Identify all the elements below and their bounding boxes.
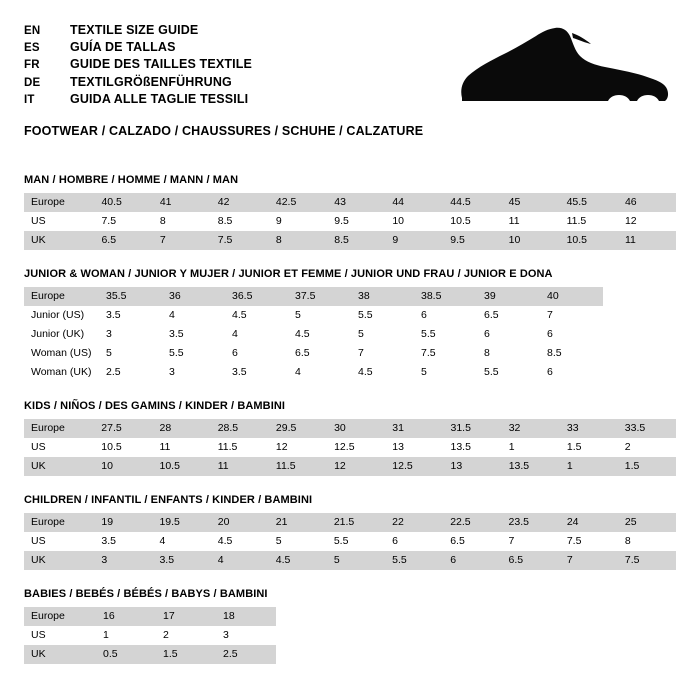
cell: 6 xyxy=(443,551,501,570)
cell: 31 xyxy=(385,419,443,438)
cell: 9.5 xyxy=(327,212,385,231)
cell: 7 xyxy=(351,344,414,363)
cell: 6.5 xyxy=(94,231,152,250)
cell: 8 xyxy=(618,532,676,551)
cell: 18 xyxy=(216,607,276,626)
cell: 11.5 xyxy=(211,438,269,457)
row-label: Woman (US) xyxy=(24,344,99,363)
cell: 36.5 xyxy=(225,287,288,306)
cell: 6 xyxy=(540,325,603,344)
cell: 16 xyxy=(96,607,156,626)
cell: 3.5 xyxy=(225,363,288,382)
table-row xyxy=(24,532,676,551)
row-label: UK xyxy=(24,551,94,570)
table-row xyxy=(24,231,676,250)
cell: 5.5 xyxy=(351,306,414,325)
cell: 2.5 xyxy=(99,363,162,382)
cell: 23.5 xyxy=(502,513,560,532)
cell: 2 xyxy=(618,438,676,457)
page-header xyxy=(0,0,700,138)
cell: 37.5 xyxy=(288,287,351,306)
cell: 5 xyxy=(327,551,385,570)
table-row xyxy=(24,306,603,325)
table-row xyxy=(24,212,676,231)
cell: 4 xyxy=(211,551,269,570)
table-row xyxy=(24,287,603,306)
cell: 6 xyxy=(414,306,477,325)
language-title: GUÍA DE TALLAS xyxy=(70,40,176,55)
cell: 12.5 xyxy=(385,457,443,476)
cell: 1.5 xyxy=(156,645,216,664)
cell: 13 xyxy=(444,457,502,476)
cell: 10.5 xyxy=(560,231,618,250)
cell: 3 xyxy=(99,325,162,344)
cell: 12 xyxy=(327,457,385,476)
cell: 46 xyxy=(618,193,676,212)
table-row xyxy=(24,551,676,570)
cell: 6.5 xyxy=(288,344,351,363)
section-title: MAN / HOMBRE / HOMME / MANN / MAN xyxy=(24,173,239,186)
size-table-children xyxy=(24,513,676,570)
section-title: JUNIOR & WOMAN / JUNIOR Y MUJER / JUNIOR ET FEMME / JUNIOR UND FRAU / JUNIOR E DONA xyxy=(24,267,553,280)
cell: 44 xyxy=(385,193,443,212)
cell: 42 xyxy=(211,193,269,212)
cell: 22 xyxy=(385,513,443,532)
section-babies xyxy=(24,588,676,664)
cell: 4.5 xyxy=(351,363,414,382)
cell: 3.5 xyxy=(99,306,162,325)
cell: 5 xyxy=(99,344,162,363)
row-label: UK xyxy=(24,457,94,476)
table-row xyxy=(24,344,603,363)
cell: 5.5 xyxy=(414,325,477,344)
language-title: GUIDA ALLE TAGLIE TESSILI xyxy=(70,91,249,106)
cell: 33.5 xyxy=(618,419,676,438)
size-table-man xyxy=(24,193,676,250)
cell: 32 xyxy=(502,419,560,438)
table-row xyxy=(24,513,676,532)
cell: 10.5 xyxy=(94,438,152,457)
cell: 8.5 xyxy=(327,231,385,250)
language-title: TEXTILE SIZE GUIDE xyxy=(70,23,199,37)
cell: 10.5 xyxy=(152,457,210,476)
cell: 6 xyxy=(540,363,603,382)
row-label: Europe xyxy=(24,607,96,626)
cell: 38.5 xyxy=(414,287,477,306)
table-row xyxy=(24,645,276,664)
cell: 2 xyxy=(156,626,216,645)
cell: 13.5 xyxy=(444,438,502,457)
cell: 5.5 xyxy=(327,532,385,551)
cell: 33 xyxy=(560,419,618,438)
table-row xyxy=(24,457,676,476)
cell: 4 xyxy=(162,306,225,325)
cell: 5 xyxy=(269,532,327,551)
cell: 9.5 xyxy=(443,231,501,250)
language-title: TEXTILGRÖßENFÜHRUNG xyxy=(70,74,232,89)
cell: 9 xyxy=(385,231,443,250)
cell: 11.5 xyxy=(560,212,618,231)
cell: 30 xyxy=(327,419,385,438)
cell: 5.5 xyxy=(385,551,443,570)
cell: 45 xyxy=(502,193,560,212)
cell: 7 xyxy=(540,306,603,325)
cell: 3 xyxy=(216,626,276,645)
cell: 45.5 xyxy=(560,193,618,212)
language-code: EN xyxy=(24,25,41,37)
cell: 40.5 xyxy=(94,193,152,212)
row-label: UK xyxy=(24,645,96,664)
cell: 4.5 xyxy=(288,325,351,344)
row-label: US xyxy=(24,532,94,551)
cell: 7 xyxy=(502,532,560,551)
cell: 6.5 xyxy=(443,532,501,551)
cell: 8 xyxy=(269,231,327,250)
cell: 13.5 xyxy=(502,457,560,476)
cell: 44.5 xyxy=(443,193,501,212)
cell: 6.5 xyxy=(502,551,560,570)
cell: 27.5 xyxy=(94,419,152,438)
cell: 6 xyxy=(225,344,288,363)
section-man xyxy=(24,174,676,250)
cell: 4.5 xyxy=(225,306,288,325)
cell: 6 xyxy=(477,325,540,344)
language-code: ES xyxy=(24,42,40,55)
cell: 11 xyxy=(618,231,676,250)
row-label: Europe xyxy=(24,419,94,438)
language-row xyxy=(24,56,454,73)
cell: 2.5 xyxy=(216,645,276,664)
language-row xyxy=(24,22,454,39)
cell: 11 xyxy=(502,212,560,231)
row-label: US xyxy=(24,438,94,457)
size-table-babies xyxy=(24,607,276,664)
row-label: US xyxy=(24,626,96,645)
row-label: Europe xyxy=(24,513,94,532)
cell: 3 xyxy=(162,363,225,382)
cell: 4 xyxy=(225,325,288,344)
cell: 1 xyxy=(560,457,618,476)
cell: 0.5 xyxy=(96,645,156,664)
cell: 36 xyxy=(162,287,225,306)
table-row xyxy=(24,193,676,212)
language-row xyxy=(24,39,454,56)
cell: 21.5 xyxy=(327,513,385,532)
cell: 29.5 xyxy=(269,419,327,438)
table-row xyxy=(24,438,676,457)
size-table-kids xyxy=(24,419,676,476)
cell: 12 xyxy=(269,438,327,457)
cell: 19 xyxy=(94,513,152,532)
cell: 10 xyxy=(385,212,443,231)
language-title-list xyxy=(24,22,454,108)
section-kids xyxy=(24,400,676,476)
language-row xyxy=(24,91,454,108)
cell: 5 xyxy=(351,325,414,344)
table-row xyxy=(24,607,276,626)
table-row xyxy=(24,363,603,382)
cell: 5.5 xyxy=(477,363,540,382)
cell: 10 xyxy=(502,231,560,250)
row-label: Europe xyxy=(24,193,94,212)
cell: 4 xyxy=(288,363,351,382)
cell: 11.5 xyxy=(269,457,327,476)
section-title: BABIES / BEBÉS / BÉBÉS / BABYS / BAMBINI xyxy=(24,587,268,600)
cell: 21 xyxy=(269,513,327,532)
cell: 10 xyxy=(94,457,152,476)
section-children xyxy=(24,494,676,570)
cell: 3.5 xyxy=(152,551,210,570)
section-title: KIDS / NIÑOS / DES GAMINS / KINDER / BAMBINI xyxy=(24,399,286,412)
cell: 8.5 xyxy=(540,344,603,363)
cell: 6 xyxy=(385,532,443,551)
cell: 43 xyxy=(327,193,385,212)
cell: 1.5 xyxy=(618,457,676,476)
cell: 13 xyxy=(385,438,443,457)
cell: 4.5 xyxy=(269,551,327,570)
table-row xyxy=(24,419,676,438)
cell: 24 xyxy=(560,513,618,532)
cell: 1.5 xyxy=(560,438,618,457)
cell: 7 xyxy=(153,231,211,250)
cell: 12.5 xyxy=(327,438,385,457)
cell: 5 xyxy=(414,363,477,382)
row-label: Woman (UK) xyxy=(24,363,99,382)
language-code: DE xyxy=(24,76,41,89)
cell: 8.5 xyxy=(211,212,269,231)
cell: 22.5 xyxy=(443,513,501,532)
language-code: FR xyxy=(24,59,40,72)
row-label: Junior (UK) xyxy=(24,325,99,344)
cell: 7.5 xyxy=(618,551,676,570)
cell: 8 xyxy=(477,344,540,363)
cell: 11 xyxy=(152,438,210,457)
section-junior-woman xyxy=(24,268,676,382)
row-label: Europe xyxy=(24,287,99,306)
cell: 9 xyxy=(269,212,327,231)
language-title: GUIDE DES TAILLES TEXTILE xyxy=(70,57,253,72)
cell: 10.5 xyxy=(443,212,501,231)
cell: 39 xyxy=(477,287,540,306)
cell: 4.5 xyxy=(211,532,269,551)
size-table-junior-woman xyxy=(24,287,603,382)
cell: 20 xyxy=(211,513,269,532)
cell: 11 xyxy=(211,457,269,476)
cell: 5.5 xyxy=(162,344,225,363)
row-label: US xyxy=(24,212,94,231)
cell: 17 xyxy=(156,607,216,626)
language-code: IT xyxy=(24,93,35,106)
cell: 38 xyxy=(351,287,414,306)
size-tables xyxy=(0,174,700,664)
row-label: Junior (US) xyxy=(24,306,99,325)
category-title: FOOTWEAR / CALZADO / CHAUSSURES / SCHUHE / CALZATURE xyxy=(24,123,424,138)
cell: 35.5 xyxy=(99,287,162,306)
dress-shoe-icon xyxy=(454,26,674,112)
cell: 19.5 xyxy=(152,513,210,532)
cell: 8 xyxy=(153,212,211,231)
cell: 28.5 xyxy=(211,419,269,438)
section-title: CHILDREN / INFANTIL / ENFANTS / KINDER / BAMBINI xyxy=(24,493,313,506)
cell: 28 xyxy=(152,419,210,438)
cell: 6.5 xyxy=(477,306,540,325)
cell: 5 xyxy=(288,306,351,325)
cell: 7.5 xyxy=(94,212,152,231)
language-row xyxy=(24,74,454,91)
cell: 7.5 xyxy=(414,344,477,363)
row-label: UK xyxy=(24,231,94,250)
cell: 41 xyxy=(153,193,211,212)
cell: 12 xyxy=(618,212,676,231)
table-row xyxy=(24,325,603,344)
cell: 3.5 xyxy=(162,325,225,344)
cell: 3.5 xyxy=(94,532,152,551)
cell: 31.5 xyxy=(444,419,502,438)
cell: 25 xyxy=(618,513,676,532)
cell: 7 xyxy=(560,551,618,570)
cell: 40 xyxy=(540,287,603,306)
cell: 3 xyxy=(94,551,152,570)
table-row xyxy=(24,626,276,645)
cell: 1 xyxy=(502,438,560,457)
cell: 4 xyxy=(152,532,210,551)
cell: 1 xyxy=(96,626,156,645)
cell: 7.5 xyxy=(560,532,618,551)
cell: 42.5 xyxy=(269,193,327,212)
cell: 7.5 xyxy=(211,231,269,250)
